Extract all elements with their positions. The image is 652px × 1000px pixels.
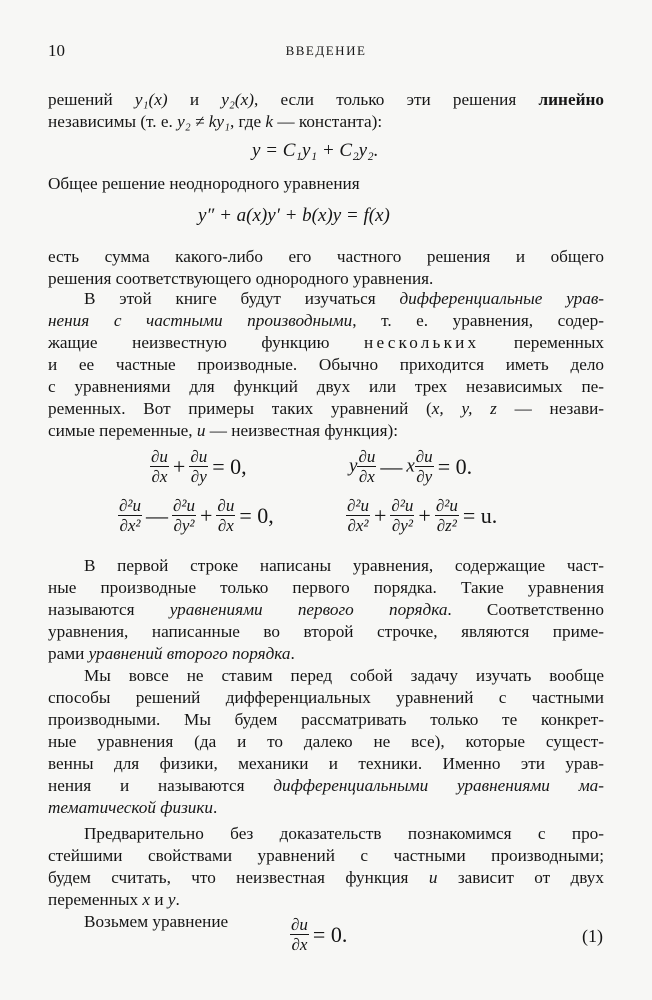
equation-1: $\frac{\partial u}{\partial x}$ = 0. [291,915,348,954]
text-line: Общее решение неоднородного уравнения [48,174,360,193]
text-line: с уравнениями для функций двух или трех независимых пе- [48,377,604,396]
text-line: ные уравнения (да и то далеко не все), которые сущест- [48,732,604,751]
text-line: В первой строке написаны уравнения, содержащие част- [84,556,604,575]
text-line: есть сумма какого-либо его частного решения и общего [48,247,604,266]
equation-number: (1) [582,926,603,946]
text-line: стейшими свойствами уравнений с частными производными; [48,846,604,865]
text-line: Мы вовсе не ставим перед собой задачу изучать вообще [84,666,604,685]
text-line: Предварительно без доказательств познакомимся с про- [84,824,604,843]
text-line: жащие неизвестную функцию нескольких переменных [48,333,605,352]
text-line: В этой книге будут изучаться дифференциальные урав- [84,289,604,308]
text-line: будем считать, что неизвестная функция u зависит от двух [48,868,604,887]
running-header: ВВЕДЕНИЕ [285,43,367,58]
text-line: переменных x и y. [48,890,180,909]
text-line: Возьмем уравнение [84,912,229,931]
text-line: симые переменные, u — неизвестная функция): [48,421,398,440]
text-line: решений y₁(x) и y₂(x), если только эти решения линейно [48,90,604,109]
example-eq-4: $\frac{\text{∂²u}}{\text{∂x²}}$ + $\frac{\text{∂²u}}{\text{∂y²}}$ + $\frac{\text{∂²u}}{\text{∂z²}}$ = u. [347,496,498,535]
text-line: независимы (т. е. y₂ ≠ ky₁, где k — константа): [48,112,383,131]
text-line: производными. Мы будем рассматривать только те конкрет- [48,710,604,729]
equation-ode: y″ + a(x)y′ + b(x)y = f(x) [198,205,390,226]
text-line: ременных. Вот примеры таких уравнений (x, y, z — незави- [48,399,604,418]
page-number: 10 [48,41,65,60]
example-eq-2: y $\frac{\partial u}{\partial x}$ — x $\frac{\partial u}{\partial y}$ = 0. [349,447,473,486]
text-line: нения и называются дифференциальными уравнениями ма- [48,776,604,795]
text-line: тематической физики. [48,798,218,817]
text-line: ные производные только первого порядка. Такие уравнения [48,578,604,597]
text-line: нения с частными производными, т. е. уравнения, содер- [48,311,605,330]
text-line: и ее частные производные. Обычно приходится иметь дело [48,355,604,374]
text-line: рами уравнений второго порядка. [48,644,295,663]
example-eq-3: $\frac{\text{∂²u}}{\text{∂x²}}$ — $\frac{\text{∂²u}}{\text{∂y²}}$ + $\frac{\partial u}{\partial x}$ = 0, [119,496,274,535]
equation-general-solution: y = C₁y₁ + C₂y₂. [252,140,379,161]
text-line: называются уравнениями первого порядка. Соответственно [48,600,604,619]
text-line: венны для физики, механики и техники. Именно эти урав- [48,754,604,773]
text-line: способы решений дифференциальных уравнений с частными [48,688,604,707]
text-line: уравнения, написанные во второй строчке, являются приме- [48,622,604,641]
text-line: решения соответствующего однородного уравнения. [48,269,434,288]
example-eq-1: $\frac{\partial u}{\partial x}$ + $\frac{\partial u}{\partial y}$ = 0, [151,447,247,486]
